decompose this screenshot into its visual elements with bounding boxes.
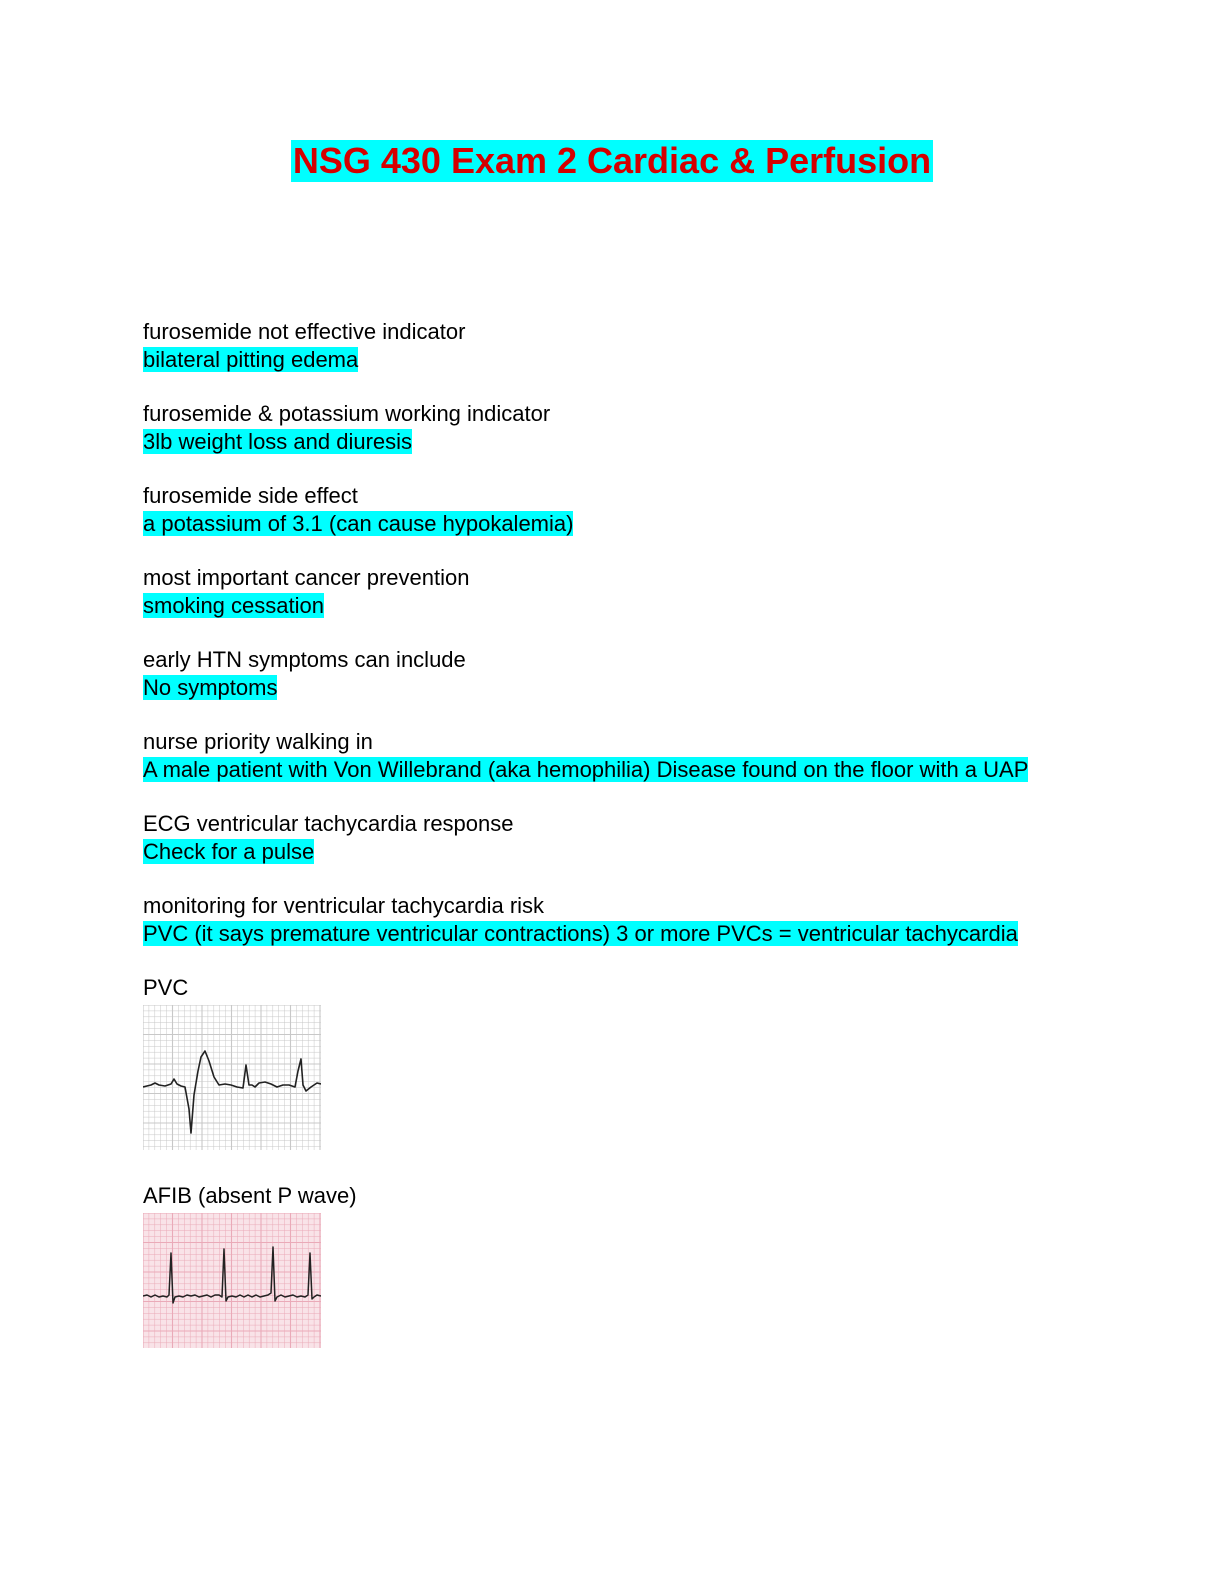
question-text: furosemide not effective indicator [143,319,466,344]
flashcard [143,892,1083,947]
ecg-strip-afib-image [143,1213,321,1348]
question-text: furosemide & potassium working indicator [143,401,551,426]
answer-highlight: 3lb weight loss and diuresis [143,428,413,454]
answer-highlight: a potassium of 3.1 (can cause hypokalemia) [143,510,574,536]
answer-highlight: A male patient with Von Willebrand (aka hemophilia) Disease found on the floor with a UAP [143,756,1029,782]
answer-highlight: PVC (it says premature ventricular contractions) 3 or more PVCs = ventricular tachycardia [143,920,1018,946]
flashcard [143,564,1083,619]
answer-highlight: Check for a pulse [143,838,315,864]
figure-afib [143,1182,1083,1348]
figure-label-pvc: PVC [143,975,189,1000]
title-wrapper [0,140,1224,182]
flashcard [143,810,1083,865]
ecg-strip-pvc-image [143,1005,321,1150]
flashcard [143,646,1083,701]
flashcard [143,400,1083,455]
question-text: furosemide side effect [143,483,358,508]
flashcard [143,482,1083,537]
answer-highlight: bilateral pitting edema [143,346,359,372]
question-text: most important cancer prevention [143,565,470,590]
question-text: ECG ventricular tachycardia response [143,811,514,836]
page-title: NSG 430 Exam 2 Cardiac & Perfusion [292,140,932,181]
figure-label-afib: AFIB (absent P wave) [143,1183,357,1208]
question-text: monitoring for ventricular tachycardia risk [143,893,545,918]
answer-highlight: No symptoms [143,674,278,700]
figure-pvc [143,974,1083,1150]
answer-highlight: smoking cessation [143,592,324,618]
flashcard [143,728,1083,783]
flashcard-list [143,318,1083,1380]
flashcard [143,318,1083,373]
question-text: early HTN symptoms can include [143,647,466,672]
question-text: nurse priority walking in [143,729,373,754]
